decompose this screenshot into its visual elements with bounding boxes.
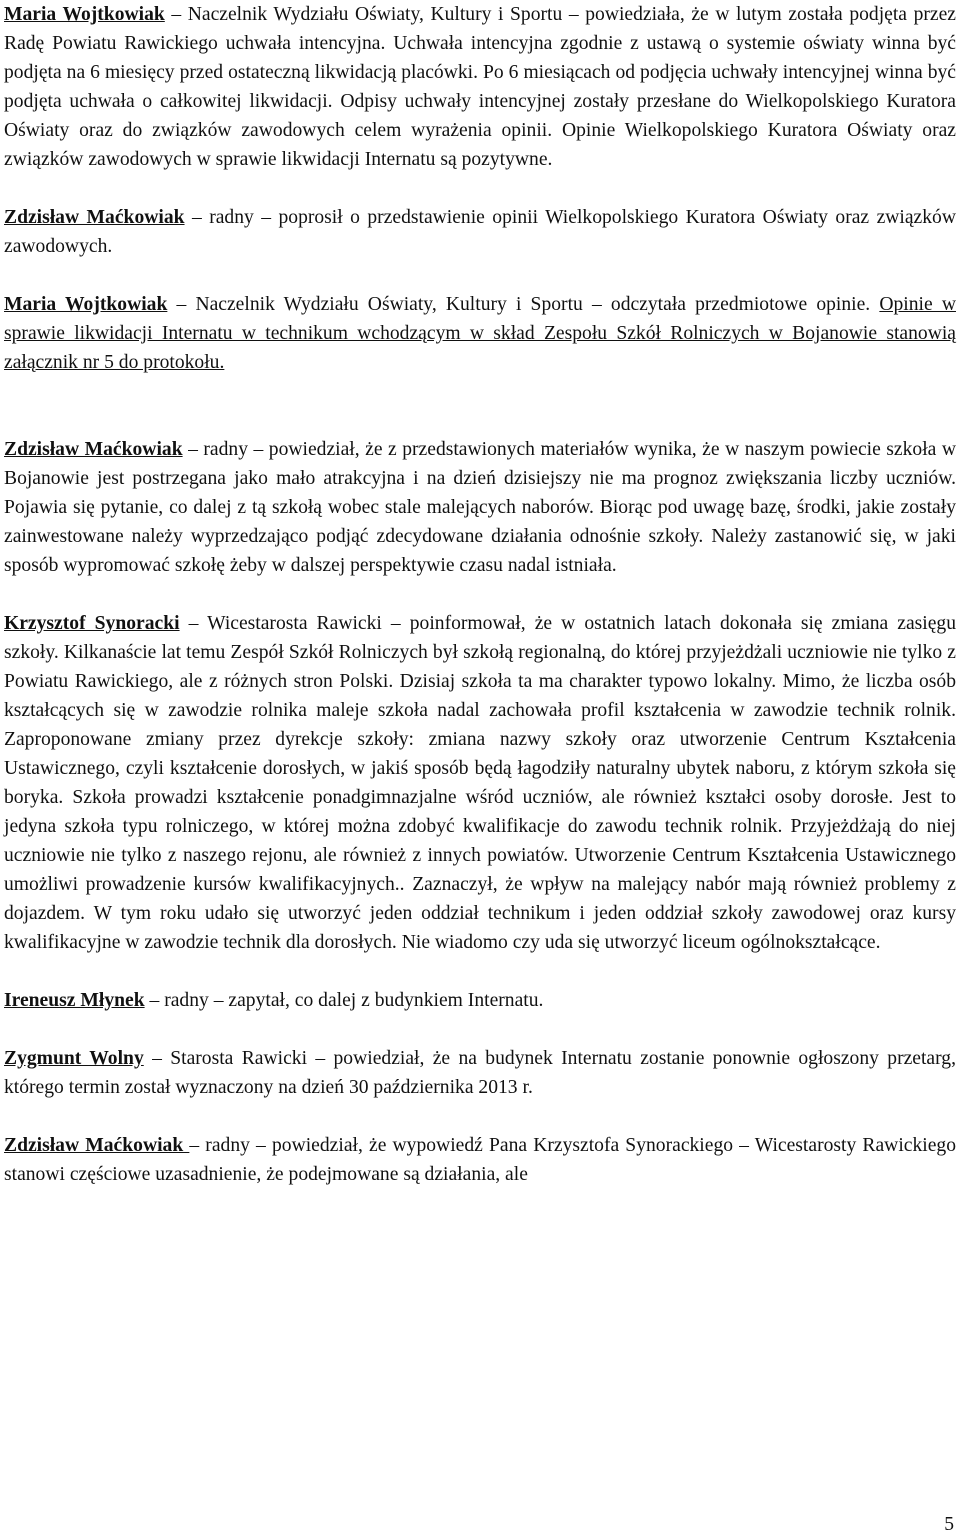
speaker-name: Zygmunt Wolny xyxy=(4,1048,144,1069)
page-number: 5 xyxy=(944,1514,954,1535)
attachment-note: Opinie w sprawie likwidacji Internatu w technikum wchodzącym w skład Zespołu Szkół Rolniczych w Bojanowie stanowią załącznik nr 5 do protokołu. xyxy=(4,294,956,373)
paragraph-synoracki xyxy=(4,609,956,957)
paragraph-text: – Naczelnik Wydziału Oświaty, Kultury i Sportu – odczytała przedmiotowe opinie. xyxy=(167,294,880,315)
speaker-name: Krzysztof Synoracki xyxy=(4,613,180,634)
speaker-name: Zdzisław Maćkowiak xyxy=(4,439,183,460)
paragraph-mlynek xyxy=(4,986,956,1015)
paragraph-text: – Naczelnik Wydziału Oświaty, Kultury i Sportu – powiedziała, że w lutym została podjęta przez Radę Powiatu Rawickiego uchwała intencyjna. Uchwała intencyjna zgodnie z ustawą o systemie oświaty winna być podjęta na 6 miesięcy przed ostateczną likwidacją placówki. Po 6 miesiącach od podjęcia uchwały intencyjnej winna być podjęta uchwała o całkowitej likwidacji. Odpisy uchwały intencyjnej zostały przesłane do Wielkopolskiego Kuratora Oświaty oraz do związków zawodowych celem wyrażenia opinii. Opinie Wielkopolskiego Kuratora Oświaty oraz związków zawodowych w sprawie likwidacji Internatu są pozytywne. xyxy=(4,4,956,170)
paragraph-mackowiak-1 xyxy=(4,203,956,261)
paragraph-wojtkowiak-1 xyxy=(4,0,956,174)
speaker-name: Maria Wojtkowiak xyxy=(4,294,168,315)
paragraph-mackowiak-2 xyxy=(4,435,956,580)
document-page xyxy=(4,0,956,1218)
paragraph-mackowiak-3 xyxy=(4,1131,956,1189)
paragraph-text: – Starosta Rawicki – powiedział, że na budynek Internatu zostanie ponownie ogłoszony przetarg, którego termin został wyznaczony na dzień 30 października 2013 r. xyxy=(4,1048,956,1098)
paragraph-wojtkowiak-2 xyxy=(4,290,956,377)
paragraph-text: – Wicestarosta Rawicki – poinformował, że w ostatnich latach dokonała się zmiana zasięgu szkoły. Kilkanaście lat temu Zespół Szkół Rolniczych był szkołą regionalną, do której przyjeżdżali uczniowie nie tylko z Powiatu Rawickiego, ale z różnych stron Polski. Dzisiaj szkoła ta ma charakter typowo lokalny. Mimo, że liczba osób kształcących się w zawodzie rolnika maleje szkoła nadal zachowała profil kształcenia w zawodzie technik rolnik. Zaproponowane zmiany przez dyrekcje szkoły: zmiana nazwy szkoły oraz utworzenie Centrum Kształcenia Ustawicznego, czyli kształcenie dorosłych, w jakiś sposób będą łagodziły naturalny ubytek naboru, z którym szkoła się boryka. Szkoła prowadzi kształcenie ponadgimnazjalne wśród uczniów, ale również kształci osoby dorosłe. Jest to jedyna szkoła typu rolniczego, w której można zdobyć kwalifikacje do zawodu technik rolnik. Przyjeżdżają do niej uczniowie nie tylko z naszego rejonu, ale również z innych powiatów. Utworzenie Centrum Kształcenia Ustawicznego umożliwi prowadzenie kursów kwalifikacyjnych.. Zaznaczył, że wpływ na malejący nabór mają również problemy z dojazdem. W tym roku udało się utworzyć jeden oddział technikum i jeden oddział szkoły zawodowej oraz kursy kwalifikacyjne w zawodzie technik dla dorosłych. Nie wiadomo czy uda się utworzyć liceum ogólnokształcące. xyxy=(4,613,956,953)
paragraph-text: – radny – zapytał, co dalej z budynkiem Internatu. xyxy=(144,990,544,1011)
paragraph-wolny xyxy=(4,1044,956,1102)
paragraph-text: – radny – powiedział, że z przedstawionych materiałów wynika, że w naszym powiecie szkoła w Bojanowie jest postrzegana jako mało atrakcyjna i na dzień dzisiejszy nie ma prognoz zwiększania liczby uczniów. Pojawia się pytanie, co dalej z tą szkołą wobec stale malejących naborów. Biorąc pod uwagę bazę, środki, jakie zostały zainwestowane należy wyprzedzająco podjąć zdecydowane działania odnośnie szkoły. Należy zastanowić się, w jaki sposób wypromować szkołę żeby w dalszej perspektywie czasu nadal istniała. xyxy=(4,439,956,576)
speaker-name: Maria Wojtkowiak xyxy=(4,4,165,25)
speaker-name: Zdzisław Maćkowiak xyxy=(4,1135,190,1156)
paragraph-text: – radny – powiedział, że wypowiedź Pana Krzysztofa Synorackiego – Wicestarosty Rawickiego stanowi częściowe uzasadnienie, że podejmowane są działania, ale xyxy=(4,1135,956,1185)
speaker-name: Zdzisław Maćkowiak xyxy=(4,207,185,228)
paragraph-text: – radny – poprosił o przedstawienie opinii Wielkopolskiego Kuratora Oświaty oraz związków zawodowych. xyxy=(4,207,956,257)
speaker-name: Ireneusz Młynek xyxy=(4,990,145,1011)
